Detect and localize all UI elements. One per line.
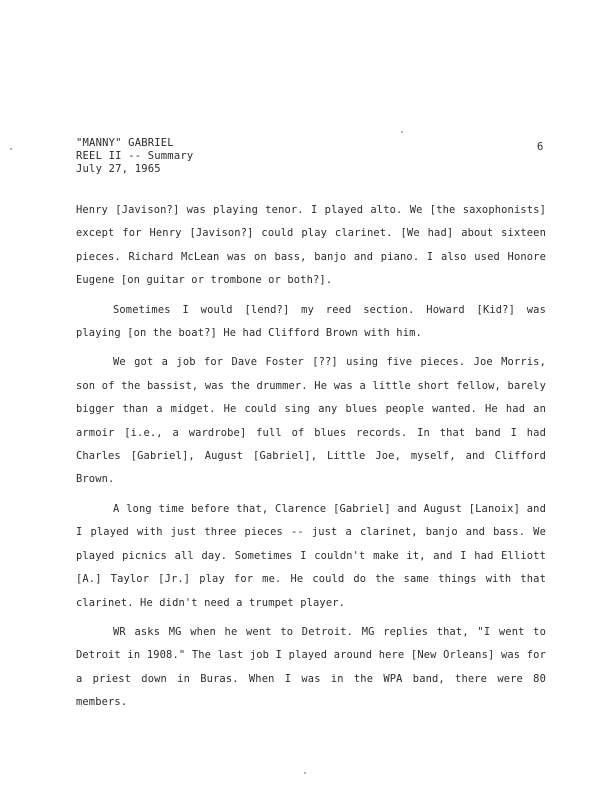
page-number: 6 xyxy=(537,141,544,153)
reel-label: REEL II -- Summary xyxy=(76,150,194,162)
paragraph: We got a job for Dave Foster [??] using five pieces. Joe Morris, son of the bassist, was the drummer. He was a little short fellow, barely bigger than a midget. He could sing any blues people wanted. He had an armoir [i.e., a wardrobe] full of blues records. In that band I had Charles [Gabriel], August [Gabriel], Little Joe, myself, and Clifford Brown. xyxy=(76,356,546,486)
paragraph: WR asks MG when he went to Detroit. MG replies that, "I went to Detroit in 1908." The last job I played around here [New Orleans] was for a priest down in Buras. When I was in the WPA band, there were 80 members. xyxy=(76,625,546,709)
paragraph: Henry [Javison?] was playing tenor. I played alto. We [the saxophonists] except for Henry [Javison?] could play clarinet. [We had] about sixteen pieces. Richard McLean was on bass, banjo and piano. I also used Honore Eugene [on guitar or trombone or both?]. xyxy=(76,204,546,287)
scan-speck xyxy=(10,148,12,150)
scan-speck xyxy=(304,772,306,774)
scan-speck xyxy=(401,131,403,133)
paragraph: Sometimes I would [lend?] my reed section. Howard [Kid?] was playing [on the boat?] He had Clifford Brown with him. xyxy=(76,303,546,340)
summary-body xyxy=(76,199,546,721)
interviewee-name: "MANNY" GABRIEL xyxy=(76,137,174,149)
interview-date: July 27, 1965 xyxy=(76,163,161,175)
paragraph: A long time before that, Clarence [Gabriel] and August [Lanoix] and I played with just three pieces -- just a clarinet, banjo and bass. We played picnics all day. Sometimes I couldn't make it, and I had Elliott [A.] Taylor [Jr.] play for me. He could do the same things with that clarinet. He didn't need a trumpet player. xyxy=(76,502,546,609)
document-header xyxy=(76,137,193,176)
